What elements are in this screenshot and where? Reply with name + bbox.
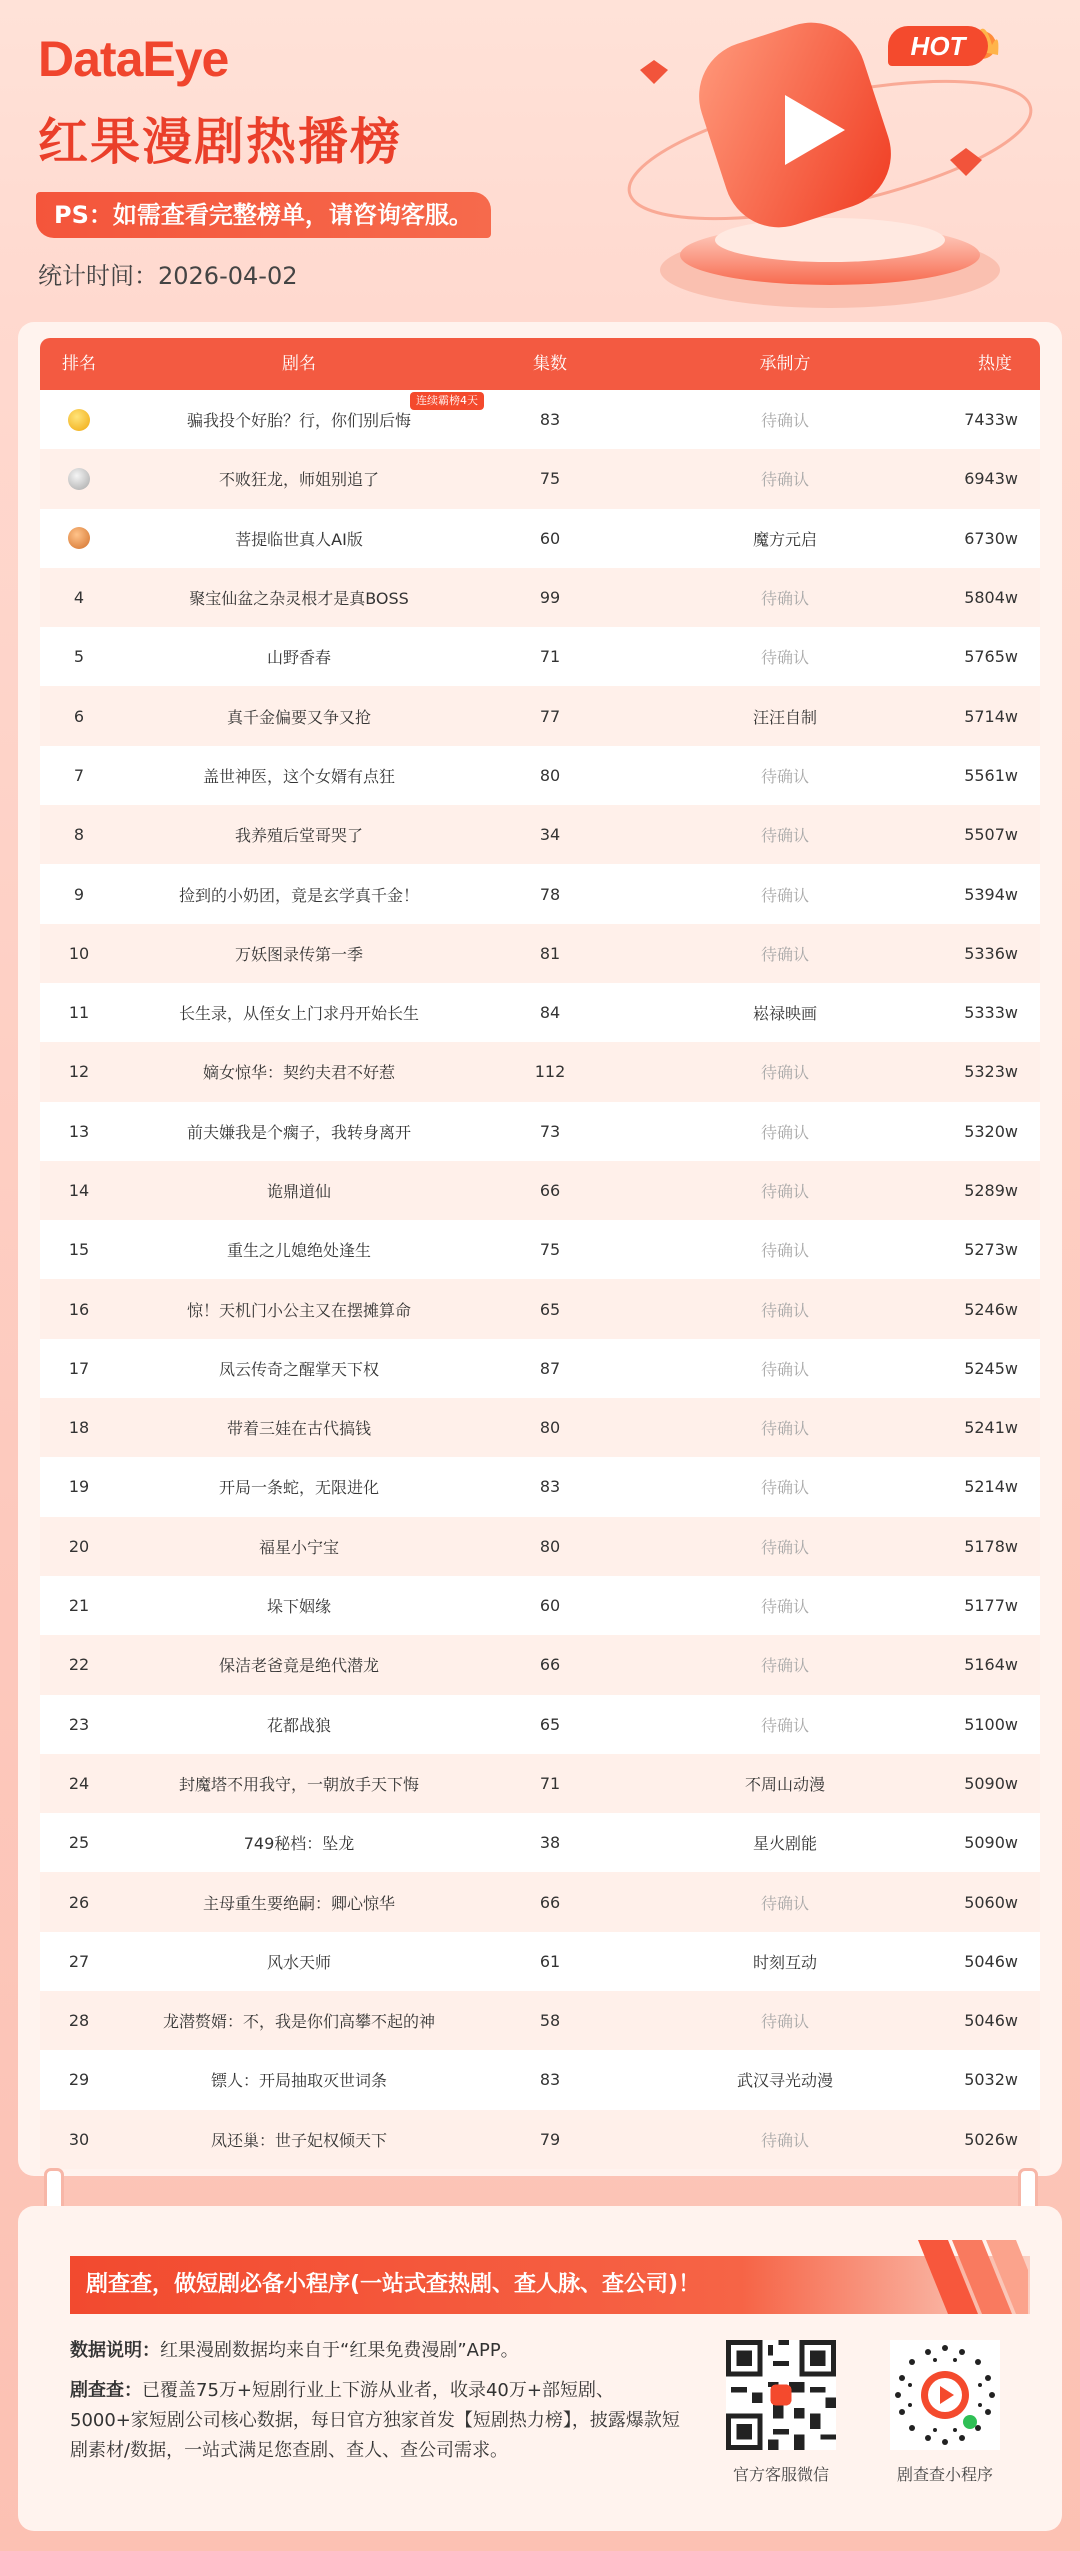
producer: 待确认	[760, 411, 809, 431]
heat-value: 5177w	[964, 1596, 1018, 1616]
producer: 待确认	[760, 1478, 809, 1498]
rank-number: 8	[73, 825, 85, 845]
table-row	[40, 1635, 1040, 1694]
header-heat: 热度	[978, 354, 1012, 374]
heat-value: 5289w	[964, 1181, 1018, 1200]
producer: 时刻互动	[752, 1952, 817, 1972]
producer: 待确认	[760, 589, 809, 609]
table-body	[40, 390, 1040, 2169]
drama-name: 749秘档：坠龙	[243, 1834, 355, 1854]
drama-name: 捡到的小奶团，竟是玄学真千金！	[178, 885, 419, 905]
producer: 待确认	[760, 1893, 809, 1913]
table-row	[40, 2110, 1040, 2169]
producer: 待确认	[760, 885, 809, 905]
ps-note: PS：如需查看完整榜单，请咨询客服。	[36, 192, 491, 238]
page-title: 红果漫剧热播榜	[38, 113, 402, 171]
ranking-table	[40, 338, 1040, 2169]
rank-number: 23	[68, 1714, 90, 1734]
rank-number: 29	[68, 2070, 90, 2090]
rank-number: 6	[73, 706, 85, 726]
producer: 待确认	[760, 2130, 809, 2150]
heat-value: 6730w	[964, 528, 1018, 548]
drama-name: 风水天师	[266, 1952, 331, 1972]
episode-count: 112	[534, 1062, 566, 1082]
table-row	[40, 1932, 1040, 1991]
table-row	[40, 864, 1040, 923]
table-row	[40, 1398, 1040, 1457]
producer: 崧禄映画	[752, 1004, 817, 1024]
episode-count: 79	[539, 2129, 561, 2149]
producer: 待确认	[760, 826, 809, 846]
episode-count: 38	[539, 1833, 561, 1853]
rank-number: 13	[68, 1121, 90, 1141]
drama-name: 骗我投个好胎？行，你们别后悔	[186, 411, 411, 431]
table-row	[40, 1754, 1040, 1813]
drama-name: 带着三娃在古代搞钱	[226, 1419, 371, 1439]
episode-count: 60	[539, 528, 561, 548]
stat-time	[38, 256, 297, 291]
table-row	[40, 509, 1040, 568]
table-row	[40, 390, 1040, 449]
table-row	[40, 627, 1040, 686]
episode-count: 60	[539, 1596, 561, 1616]
slogan-deco-icon	[918, 2240, 1028, 2314]
drama-name: 镖人：开局抽取灭世词条	[210, 2071, 387, 2091]
table-row	[40, 449, 1040, 508]
rank-number: 18	[68, 1418, 90, 1438]
hot-badge: HOT	[888, 26, 988, 66]
episode-count: 83	[539, 1477, 561, 1497]
table-row	[40, 686, 1040, 745]
heat-value: 5046w	[964, 2011, 1018, 2031]
episode-count: 83	[539, 2070, 561, 2090]
drama-name: 诡鼎道仙	[266, 1182, 331, 1201]
heat-value: 5090w	[964, 1773, 1018, 1793]
table-row	[40, 1517, 1040, 1576]
table-row	[40, 805, 1040, 864]
rank-number: 26	[68, 1892, 90, 1912]
table-row	[40, 1220, 1040, 1279]
episode-count: 61	[539, 1951, 561, 1971]
rank-number: 21	[68, 1596, 90, 1616]
episode-count: 65	[539, 1299, 561, 1319]
episode-count: 99	[539, 588, 561, 608]
miniprogram-qr-code[interactable]	[890, 2340, 1000, 2450]
rank-number: 30	[68, 2129, 90, 2149]
episode-count: 66	[539, 1655, 561, 1675]
episode-count: 83	[539, 410, 561, 430]
footer-card	[18, 2206, 1062, 2531]
rank-number: 24	[68, 1773, 90, 1793]
episode-count: 80	[539, 1536, 561, 1556]
stat-time-label: 统计时间：	[38, 262, 158, 290]
episode-count: 84	[539, 1003, 561, 1023]
wechat-qr-code[interactable]	[726, 2340, 836, 2450]
table-row	[40, 1279, 1040, 1338]
rank-number: 14	[68, 1181, 90, 1200]
table-row	[40, 746, 1040, 805]
table-row	[40, 2050, 1040, 2109]
rank-number: 22	[68, 1655, 90, 1675]
drama-name: 盖世神医，这个女婿有点狂	[202, 766, 395, 786]
drama-name: 主母重生要绝嗣：卿心惊华	[202, 1893, 395, 1913]
rank-number: 27	[68, 1951, 90, 1971]
producer: 待确认	[760, 1656, 809, 1676]
drama-name: 凤还巢：世子妃权倾天下	[210, 2130, 387, 2150]
table-row	[40, 1813, 1040, 1872]
jcc-note	[70, 2376, 690, 2466]
description	[70, 2336, 690, 2476]
drama-name: 凤云传奇之醒掌天下权	[218, 1359, 379, 1379]
rank-number: 25	[68, 1833, 90, 1853]
heat-value: 5804w	[964, 588, 1018, 608]
drama-name: 花都战狼	[266, 1715, 331, 1735]
heat-value: 5090w	[964, 1833, 1018, 1853]
episode-count: 75	[539, 1240, 561, 1260]
drama-name: 长生录，从侄女上门求丹开始长生	[178, 1004, 419, 1024]
heat-value: 5336w	[964, 943, 1018, 963]
drama-name: 前夫嫌我是个瘸子，我转身离开	[186, 1122, 411, 1142]
producer: 待确认	[760, 1597, 809, 1617]
drama-name: 聚宝仙盆之杂灵根才是真BOSS	[189, 589, 409, 609]
heat-value: 7433w	[964, 410, 1018, 430]
episode-count: 58	[539, 2011, 561, 2031]
rank-number: 28	[68, 2011, 90, 2031]
heat-value: 5245w	[964, 1358, 1018, 1378]
heat-value: 5026w	[964, 2129, 1018, 2149]
heat-value: 5246w	[964, 1299, 1018, 1319]
producer: 待确认	[760, 1419, 809, 1439]
streak-badge: 连续霸榜4天	[410, 392, 484, 410]
header	[0, 0, 1080, 330]
producer: 武汉寻光动漫	[736, 2071, 833, 2091]
drama-name: 重生之儿媳绝处逢生	[226, 1241, 371, 1261]
drama-name: 万妖图录传第一季	[234, 944, 363, 964]
rank-number: 12	[68, 1062, 90, 1082]
drama-name: 不败狂龙，师姐别追了	[218, 470, 379, 490]
drama-name: 封魔塔不用我守，一朝放手天下悔	[178, 1774, 419, 1794]
header-name: 剧名	[282, 354, 316, 374]
heat-value: 5561w	[964, 765, 1018, 785]
table-row	[40, 1576, 1040, 1635]
producer: 待确认	[760, 1182, 809, 1201]
episode-count: 75	[539, 469, 561, 489]
rank-number: 17	[68, 1358, 90, 1378]
heat-value: 5032w	[964, 2070, 1018, 2090]
producer: 待确认	[760, 2012, 809, 2032]
heat-value: 5507w	[964, 825, 1018, 845]
producer: 待确认	[760, 1063, 809, 1083]
heat-value: 5394w	[964, 884, 1018, 904]
producer: 待确认	[760, 1241, 809, 1261]
episode-count: 78	[539, 884, 561, 904]
heat-value: 5323w	[964, 1062, 1018, 1082]
drama-name: 惊！天机门小公主又在摆摊算命	[186, 1300, 411, 1320]
heat-value: 6943w	[964, 469, 1018, 489]
dataeye-logo: DataEye	[38, 31, 229, 87]
drama-name: 我养殖后堂哥哭了	[234, 826, 363, 846]
drama-name: 真千金偏要又争又抢	[226, 707, 371, 727]
table-row	[40, 1042, 1040, 1101]
heat-value: 5164w	[964, 1655, 1018, 1675]
rank-number: 5	[73, 647, 85, 667]
heat-value: 5060w	[964, 1892, 1018, 1912]
producer: 待确认	[760, 1359, 809, 1379]
miniprogram-qr-label: 剧查查小程序	[896, 2465, 993, 2484]
header-producer: 承制方	[759, 354, 811, 374]
table-row	[40, 1695, 1040, 1754]
drama-name: 福星小宁宝	[258, 1537, 339, 1557]
drama-name: 嫡女惊华：契约夫君不好惹	[202, 1063, 395, 1083]
rank-number: 9	[73, 884, 85, 904]
table-row	[40, 1339, 1040, 1398]
drama-name: 保洁老爸竟是绝代潜龙	[218, 1656, 379, 1676]
silver-medal-icon	[68, 468, 90, 490]
rank-medal	[40, 468, 118, 490]
gold-medal-icon	[68, 409, 90, 431]
table-row	[40, 1872, 1040, 1931]
producer: 不周山动漫	[744, 1774, 825, 1794]
bronze-medal-icon	[68, 527, 90, 549]
heat-value: 5178w	[964, 1536, 1018, 1556]
heat-value: 5333w	[964, 1003, 1018, 1023]
rank-number: 15	[68, 1240, 90, 1260]
episode-count: 80	[539, 765, 561, 785]
heat-value: 5241w	[964, 1418, 1018, 1438]
data-note	[70, 2336, 690, 2366]
table-row	[40, 1102, 1040, 1161]
producer: 星火剧能	[752, 1834, 817, 1854]
heat-value: 5765w	[964, 647, 1018, 667]
drama-name: 垛下姻缘	[266, 1597, 331, 1617]
rank-number: 16	[68, 1299, 90, 1319]
drama-name: 菩提临世真人AI版	[235, 529, 363, 549]
producer: 待确认	[760, 648, 809, 668]
rank-number: 19	[68, 1477, 90, 1497]
episode-count: 87	[539, 1358, 561, 1378]
heat-value: 5214w	[964, 1477, 1018, 1497]
episode-count: 65	[539, 1714, 561, 1734]
rank-number: 4	[73, 588, 85, 608]
episode-count: 71	[539, 647, 561, 667]
stat-time-value: 2026-04-02	[158, 262, 298, 290]
episode-count: 71	[539, 1773, 561, 1793]
heat-value: 5714w	[964, 706, 1018, 726]
episode-count: 73	[539, 1121, 561, 1141]
heat-value: 5273w	[964, 1240, 1018, 1260]
wechat-qr-label: 官方客服微信	[732, 2465, 829, 2484]
data-note-text: 红果漫剧数据均来自于“红果免费漫剧”APP。	[160, 2340, 519, 2361]
episode-count: 80	[539, 1418, 561, 1438]
drama-name: 龙潜赘婿：不，我是你们高攀不起的神	[162, 2012, 435, 2032]
producer: 待确认	[760, 470, 809, 490]
jcc-text: 已覆盖75万+短剧行业上下游从业者，收录40万+部短剧、5000+家短剧公司核心数据，每日官方独家首发【短剧热力榜】，披露爆款短剧素材/数据，一站式满足您查剧、查人、查公司需求。	[70, 2380, 680, 2461]
rank-number: 20	[68, 1536, 90, 1556]
episode-count: 81	[539, 943, 561, 963]
producer: 汪汪自制	[752, 707, 817, 727]
header-rank: 排名	[62, 354, 96, 374]
header-episodes: 集数	[533, 354, 567, 374]
table-row	[40, 1457, 1040, 1516]
table-header	[40, 338, 1040, 390]
rank-medal	[40, 409, 118, 431]
heat-value: 5100w	[964, 1714, 1018, 1734]
rank-medal	[40, 527, 118, 549]
heat-value: 5046w	[964, 1951, 1018, 1971]
producer: 魔方元启	[752, 529, 817, 549]
producer: 待确认	[760, 1715, 809, 1735]
rank-number: 7	[73, 765, 85, 785]
producer: 待确认	[760, 1300, 809, 1320]
table-row	[40, 983, 1040, 1042]
data-note-label: 数据说明：	[70, 2340, 160, 2361]
heat-value: 5320w	[964, 1121, 1018, 1141]
drama-name: 开局一条蛇，无限进化	[218, 1478, 379, 1498]
episode-count: 77	[539, 706, 561, 726]
producer: 待确认	[760, 766, 809, 786]
ranking-card	[18, 322, 1062, 2176]
play-hero-icon	[580, 0, 1080, 330]
episode-count: 34	[539, 825, 561, 845]
producer: 待确认	[760, 1537, 809, 1557]
jcc-label: 剧查查：	[70, 2380, 142, 2401]
table-row	[40, 568, 1040, 627]
drama-name: 山野香春	[266, 648, 331, 668]
rank-number: 11	[68, 1003, 90, 1023]
table-row	[40, 1991, 1040, 2050]
episode-count: 66	[539, 1892, 561, 1912]
episode-count: 66	[539, 1181, 561, 1200]
table-row	[40, 924, 1040, 983]
slogan-banner: 剧查查，做短剧必备小程序(一站式查热剧、查人脉、查公司)！	[70, 2256, 1030, 2314]
producer: 待确认	[760, 944, 809, 964]
table-row	[40, 1161, 1040, 1220]
producer: 待确认	[760, 1122, 809, 1142]
rank-number: 10	[68, 943, 90, 963]
